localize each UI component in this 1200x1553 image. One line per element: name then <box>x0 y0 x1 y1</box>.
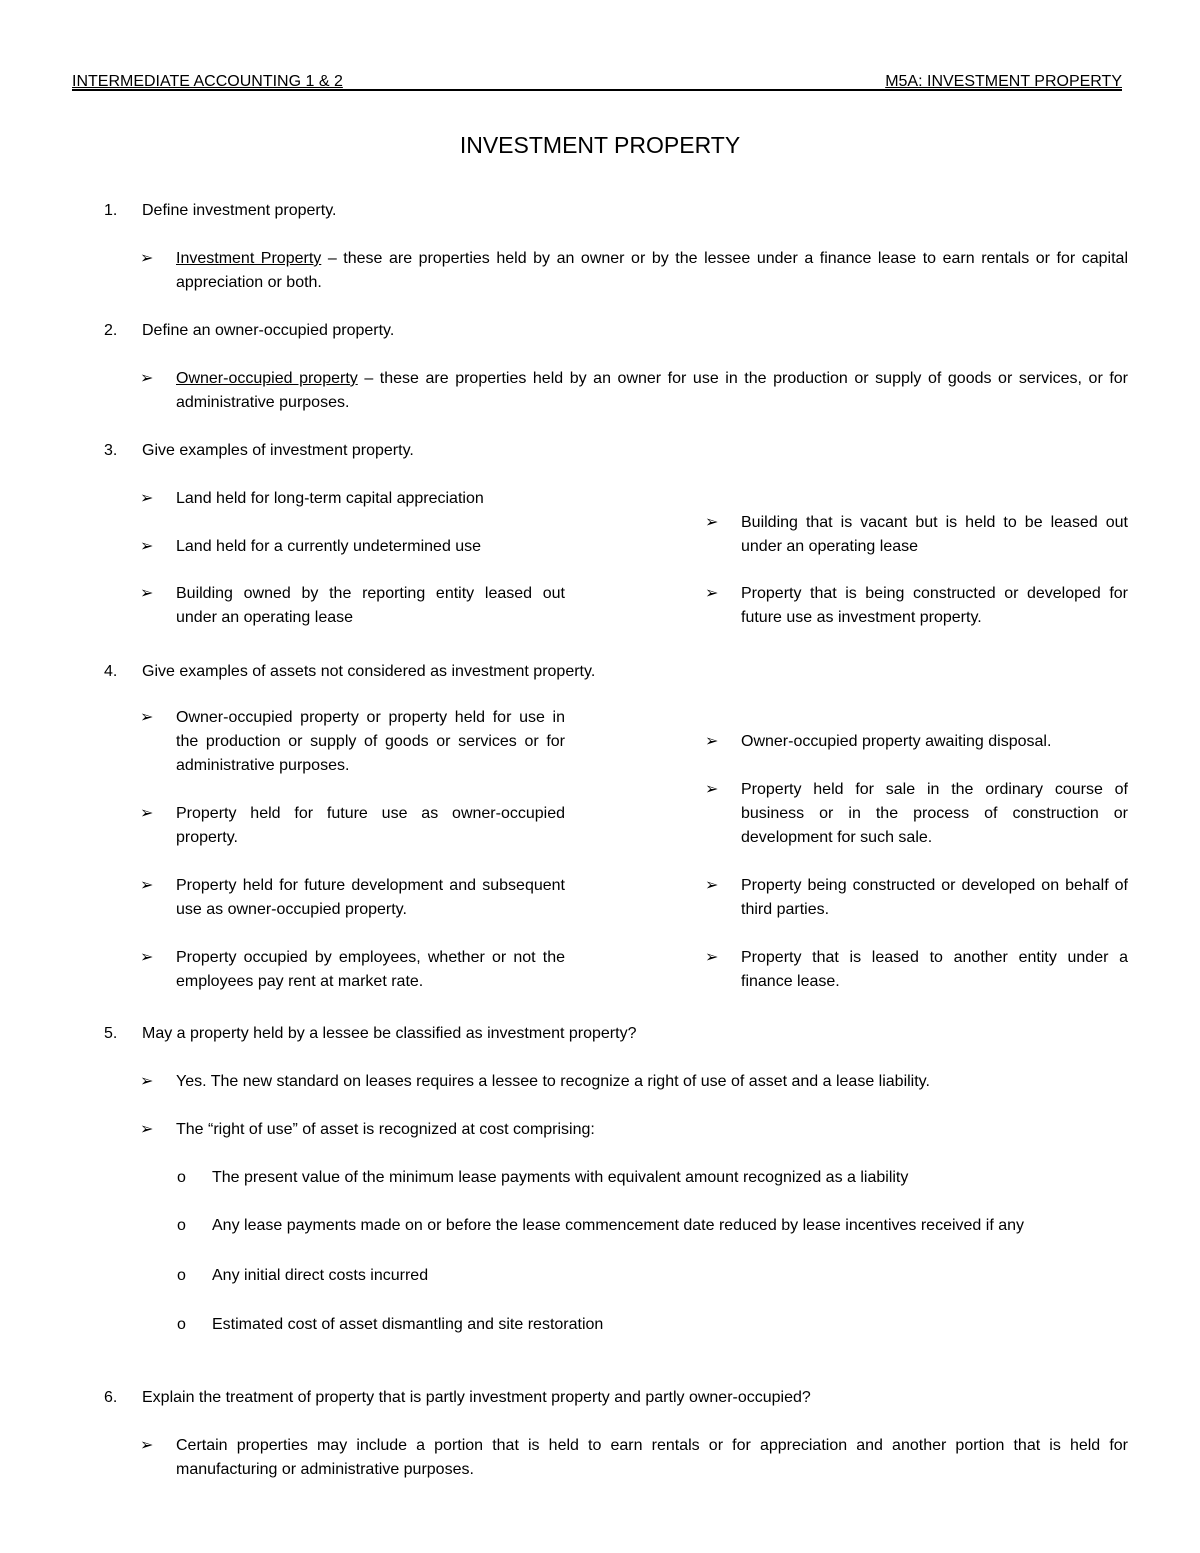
question-number: 6. <box>104 1389 118 1406</box>
answer-text: The “right of use” of asset is recognized at cost comprising: <box>176 1121 595 1138</box>
example-text: Property that is leased to another entity under a finance lease. <box>741 949 1128 990</box>
definition-text: – these are properties held by an owner for use in the production or supply of goods or services, or for administrative purposes. <box>176 370 1129 411</box>
circle-bullet-icon: o <box>177 1169 186 1186</box>
sub-bullet <box>177 1264 429 1288</box>
question-text: Explain the treatment of property that is partly investment property and partly owner-occupied? <box>142 1389 811 1406</box>
example-bullet <box>140 535 565 559</box>
example-text: Land held for a currently undetermined use <box>176 538 482 555</box>
example-text: Property held for future development and subsequent use as owner-occupied property. <box>176 877 565 918</box>
arrow-bullet-icon: ➢ <box>140 1121 154 1138</box>
sub-bullet-text: The present value of the minimum lease payments with equivalent amount recognized as a liability <box>212 1169 909 1186</box>
answer-bullet <box>140 367 1129 415</box>
example-bullet <box>140 874 565 922</box>
arrow-bullet-icon: ➢ <box>140 805 154 822</box>
example-text: Property held for sale in the ordinary course of business or in the process of construction or development for such sale. <box>741 781 1128 846</box>
question-text: Define investment property. <box>142 202 337 219</box>
arrow-bullet-icon: ➢ <box>705 949 719 966</box>
answer-bullet <box>140 1434 1128 1482</box>
arrow-bullet-icon: ➢ <box>705 733 719 750</box>
example-bullet <box>140 802 565 850</box>
header-rule <box>72 89 1122 91</box>
question-number: 4. <box>104 663 118 680</box>
example-bullet <box>140 706 565 778</box>
example-bullet <box>705 778 1128 850</box>
circle-bullet-icon: o <box>177 1217 186 1234</box>
arrow-bullet-icon: ➢ <box>140 949 154 966</box>
example-text: Property occupied by employees, whether or not the employees pay rent at market rate. <box>176 949 565 990</box>
question-text: Give examples of investment property. <box>142 442 414 459</box>
sub-bullet <box>177 1166 909 1190</box>
arrow-bullet-icon: ➢ <box>705 877 719 894</box>
defined-term: Investment Property <box>176 250 322 267</box>
question-number: 3. <box>104 442 118 459</box>
answer-bullet <box>140 1070 1128 1094</box>
answer-bullet <box>140 1118 1128 1142</box>
arrow-bullet-icon: ➢ <box>140 1437 154 1454</box>
circle-bullet-icon: o <box>177 1316 186 1333</box>
example-text: Property being constructed or developed on behalf of third parties. <box>741 877 1128 918</box>
example-bullet <box>140 582 565 630</box>
header-module-title: M5A: INVESTMENT PROPERTY <box>885 73 1122 90</box>
question-number: 1. <box>104 202 118 219</box>
defined-term: Owner-occupied property <box>176 370 358 387</box>
arrow-bullet-icon: ➢ <box>140 370 154 387</box>
arrow-bullet-icon: ➢ <box>140 1073 154 1090</box>
example-bullet <box>705 946 1128 994</box>
example-text: Property that is being constructed or developed for future use as investment property. <box>741 585 1128 626</box>
sub-bullet-text: Any lease payments made on or before the lease commencement date reduced by lease incentives received if any <box>212 1217 1025 1234</box>
example-bullet <box>705 511 1128 559</box>
sub-bullet <box>177 1313 604 1337</box>
definition-text: – these are properties held by an owner or by the lessee under a finance lease to earn rentals or for capital appreciation or both. <box>176 250 1129 291</box>
example-text: Land held for long-term capital appreciation <box>176 490 484 507</box>
answer-text: Certain properties may include a portion that is held to earn rentals or for appreciation and another portion that is held for manufacturing or administrative purposes. <box>176 1437 1128 1478</box>
example-bullet <box>140 487 565 511</box>
example-bullet <box>705 582 1128 630</box>
question-text: Define an owner-occupied property. <box>142 322 395 339</box>
arrow-bullet-icon: ➢ <box>705 585 719 602</box>
example-text: Property held for future use as owner-occupied property. <box>176 805 565 846</box>
arrow-bullet-icon: ➢ <box>140 538 154 555</box>
arrow-bullet-icon: ➢ <box>705 781 719 798</box>
question-number: 2. <box>104 322 118 339</box>
answer-text: Yes. The new standard on leases requires a lessee to recognize a right of use of asset and a lease liability. <box>176 1073 930 1090</box>
sub-bullet-text: Estimated cost of asset dismantling and site restoration <box>212 1316 604 1333</box>
example-text: Owner-occupied property awaiting disposal. <box>741 733 1052 750</box>
page-title: INVESTMENT PROPERTY <box>459 132 741 158</box>
example-bullet <box>705 730 1128 754</box>
arrow-bullet-icon: ➢ <box>705 514 719 531</box>
example-text: Building owned by the reporting entity leased out under an operating lease <box>176 585 565 626</box>
arrow-bullet-icon: ➢ <box>140 585 154 602</box>
answer-bullet <box>140 247 1129 295</box>
arrow-bullet-icon: ➢ <box>140 877 154 894</box>
circle-bullet-icon: o <box>177 1267 186 1284</box>
sub-bullet-text: Any initial direct costs incurred <box>212 1267 429 1284</box>
arrow-bullet-icon: ➢ <box>140 250 154 267</box>
sub-bullet <box>177 1214 1025 1238</box>
question-text: Give examples of assets not considered as investment property. <box>142 663 596 680</box>
example-text: Building that is vacant but is held to be leased out under an operating lease <box>741 514 1128 555</box>
example-bullet <box>705 874 1128 922</box>
example-text: Owner-occupied property or property held for use in the production or supply of goods or services or for administrative purposes. <box>176 709 565 774</box>
question-number: 5. <box>104 1025 118 1042</box>
question-text: May a property held by a lessee be classified as investment property? <box>142 1025 637 1042</box>
header-course-title: INTERMEDIATE ACCOUNTING 1 & 2 <box>72 73 343 90</box>
arrow-bullet-icon: ➢ <box>140 709 154 726</box>
arrow-bullet-icon: ➢ <box>140 490 154 507</box>
example-bullet <box>140 946 565 994</box>
